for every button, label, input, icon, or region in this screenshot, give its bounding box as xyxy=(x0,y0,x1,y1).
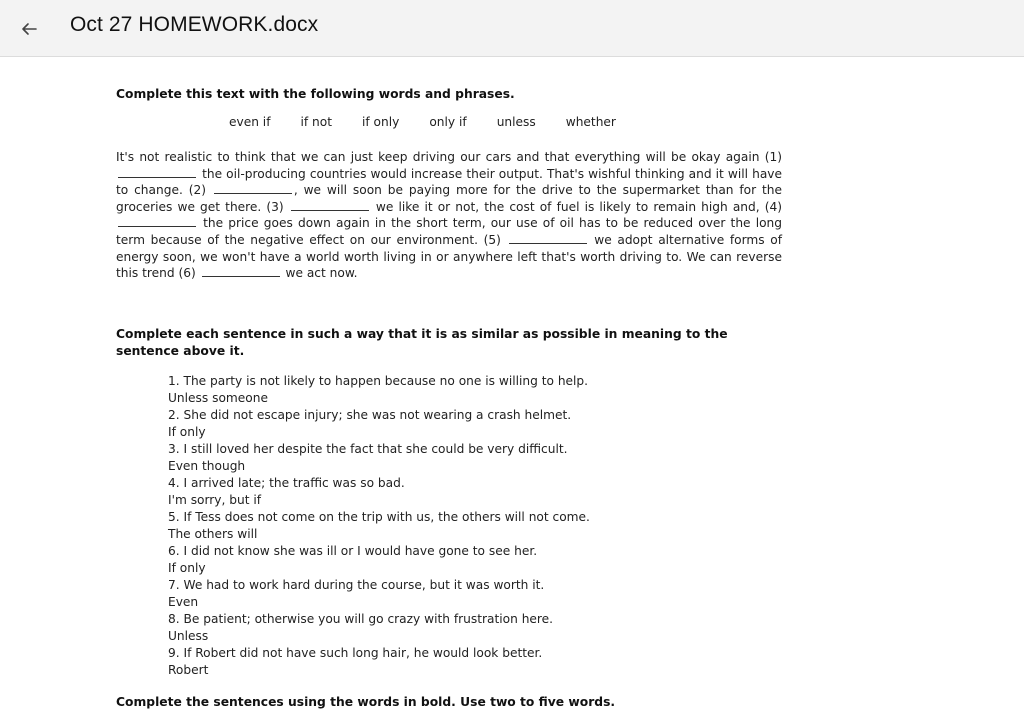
word-bank xyxy=(229,114,646,131)
cloze-paragraph xyxy=(116,149,782,282)
paragraph-text: we act now. xyxy=(285,266,358,281)
paragraph-text: , we will soon be paying more for the drive to the supermarket than for the groceries we get there. (3) xyxy=(116,183,783,214)
blank-1 xyxy=(118,166,196,178)
exercise-prompt: If only xyxy=(168,425,206,439)
exercise-prompt: Unless someone xyxy=(168,391,268,405)
exercise-sentence: 2. She did not escape injury; she was not wearing a crash helmet. xyxy=(168,408,572,422)
word-bank-item: whether xyxy=(565,115,616,129)
paragraph-text: we like it or not, the cost of fuel is likely to remain high and, (4) xyxy=(375,199,782,214)
arrow-left-icon xyxy=(20,20,38,38)
paragraph-text: the oil-producing countries would increase their output. That's wishful thinking and it will have to change. (2) xyxy=(116,166,783,198)
word-bank-item: only if xyxy=(429,115,467,129)
word-bank-item: if not xyxy=(300,115,332,129)
paragraph-text: we adopt alternative forms of energy soon, we won't have a world worth living in or anywhere left that's worth driving to. We can reverse this trend (6) xyxy=(116,232,783,281)
exercise-sentence: 6. I did not know she was ill or I would have gone to see her. xyxy=(168,544,538,558)
exercise-sentence: 3. I still loved her despite the fact that she could be very difficult. xyxy=(168,442,568,456)
exercise-prompt: I'm sorry, but if xyxy=(168,493,262,507)
blank-2 xyxy=(214,182,292,194)
section3-heading: Complete the sentences using the words in bold. Use two to five words. xyxy=(116,695,616,709)
exercise-prompt: Even though xyxy=(168,459,246,473)
exercise-prompt: Even xyxy=(168,595,199,609)
blank-6 xyxy=(202,265,280,277)
section1-heading: Complete this text with the following words and phrases. xyxy=(116,87,515,101)
word-bank-item: if only xyxy=(362,115,400,129)
exercise-prompt: The others will xyxy=(168,527,258,541)
exercise-prompt: If only xyxy=(168,561,206,575)
exercise-sentence: 7. We had to work hard during the course, but it was worth it. xyxy=(168,578,545,592)
blank-4 xyxy=(118,215,196,227)
exercise-prompt: Robert xyxy=(168,663,209,677)
blank-5 xyxy=(509,232,587,244)
exercise-list xyxy=(168,373,728,679)
exercise-sentence: 1. The party is not likely to happen because no one is willing to help. xyxy=(168,374,589,388)
exercise-sentence: 5. If Tess does not come on the trip with us, the others will not come. xyxy=(168,510,590,524)
exercise-sentence: 9. If Robert did not have such long hair, he would look better. xyxy=(168,646,543,660)
back-button[interactable] xyxy=(14,14,44,44)
exercise-sentence: 8. Be patient; otherwise you will go crazy with frustration here. xyxy=(168,612,554,626)
blank-3 xyxy=(291,199,369,211)
paragraph-text: the price goes down again in the short term, our use of oil has to be reduced over the long term because of the negative effect on our environment. (5) xyxy=(116,216,783,247)
document-title: Oct 27 HOMEWORK.docx xyxy=(70,13,319,36)
exercise-prompt: Unless xyxy=(168,629,209,643)
word-bank-item: unless xyxy=(496,115,536,129)
exercise-sentence: 4. I arrived late; the traffic was so bad. xyxy=(168,476,405,490)
section2-heading: Complete each sentence in such a way that it is as similar as possible in meaning to the sentence above it. xyxy=(116,327,728,358)
paragraph-text: It's not realistic to think that we can just keep driving our cars and that everything will be okay again (1) xyxy=(116,150,782,164)
word-bank-item: even if xyxy=(229,115,271,129)
app-header xyxy=(0,0,1024,57)
